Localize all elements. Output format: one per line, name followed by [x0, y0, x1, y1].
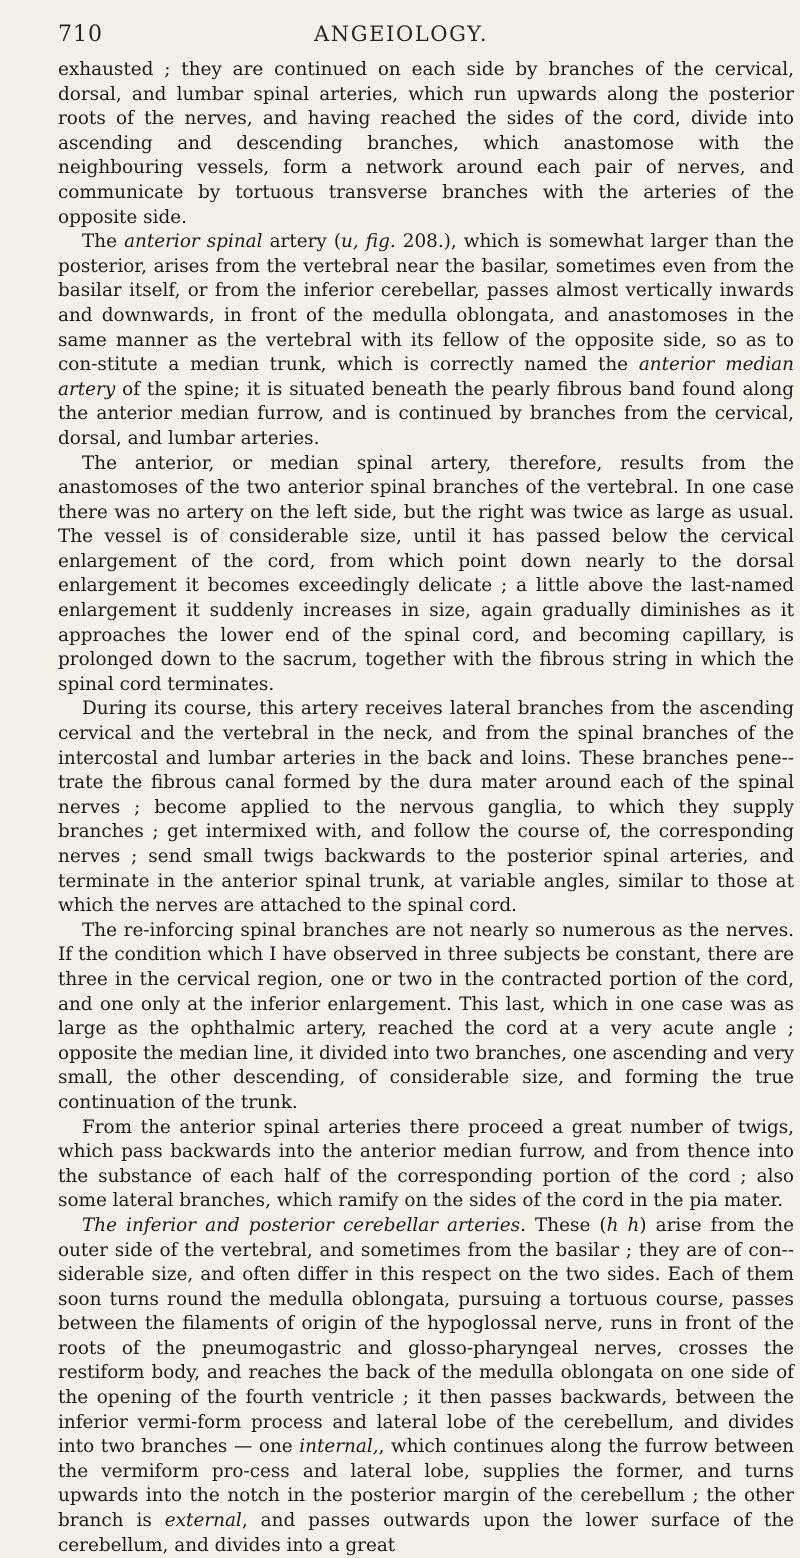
- italic-text: internal,: [299, 1436, 379, 1458]
- paragraph-text: The re-inforcing spinal branches are not nearly so numerous as the nerves. If the condition which I have observed in three subjects be constant, there are three in the cervical region, one or two in the contracted portion of the cord, and one only at the inferior enlargement. This last, which in one case was as large as the ophthalmic artery, reached the cord at a very acute angle ; opposite the median line, it divided into two branches, one ascending and very small, the other descending, of considerable size, and forming the true continuation of the trunk.: [58, 919, 794, 1113]
- italic-text: anterior median artery: [58, 354, 794, 400]
- paragraph-text: During its course, this artery receives lateral branches from the ascending cervical and the vertebral in the neck, and from the spinal branches of the intercostal and lumbar arteries in the back and loins. These branches pene-trate the fibrous canal formed by the dura mater around each of the spinal nerves ; become applied to the nervous ganglia, to which they supply branches ; get intermixed with, and follow the course of, the corresponding nerves ; send small twigs backwards to the posterior spinal arteries, and terminate in the anterior spinal trunk, at variable angles, similar to those at which the nerves are attached to the spinal cord.: [58, 698, 794, 917]
- italic-text: u, fig.: [341, 231, 396, 253]
- italic-text: h h: [606, 1214, 640, 1236]
- paragraph: [58, 1214, 794, 1558]
- paragraph: [58, 919, 794, 1116]
- paragraph-text: 208.), which is somewhat larger than the posterior, arises from the vertebral near the basilar, sometimes even from the basilar itself, or from the inferior cerebellar, passes almost vertically inwards and downwards, in front of the medulla oblongata, and anastomoses in the same manner as the vertebral with its fellow of the opposite side, so as to con-stitute a median trunk, which is correctly named the: [58, 231, 795, 376]
- italic-text: The inferior and posterior cerebellar arteries.: [82, 1214, 526, 1236]
- paragraph-text: The anterior, or median spinal artery, therefore, results from the anastomoses of the two anterior spinal branches of the vertebral. In one case there was no artery on the left side, but the right was twice as large as usual. The vessel is of considerable size, until it has passed below the cervical enlargement of the cord, from which point down nearly to the dorsal enlargement it becomes exceedingly delicate ; a little above the last-named enlargement it suddenly increases in size, again gradually diminishes as it approaches the lower end of the spinal cord, and becoming capillary, is prolonged down to the sacrum, together with the fibrous string in which the spinal cord terminates.: [58, 452, 794, 695]
- paragraph-text: exhausted ; they are continued on each side by branches of the cervical, dorsal, and lumbar spinal arteries, which run upwards along the posterior roots of the nerves, and having reached the sides of the cord, divide into ascending and descending branches, which anastomose with the neighbouring vessels, form a network around each pair of nerves, and communicate by tortuous transverse branches with the arteries of the opposite side.: [58, 59, 794, 228]
- paragraph-text: ) arise from the outer side of the vertebral, and sometimes from the basilar ; they are of con-siderable size, and often differ in this respect on the two sides. Each of them soon turns round the medulla oblongata, pursuing a tortuous course, passes between the filaments of origin of the hypoglossal nerve, runs in front of the roots of the pneumogastric and glosso-pharyngeal nerves, crosses the restiform body, and reaches the back of the medulla oblongata on one side of the opening of the fourth ventricle ; it then passes backwards, between the inferior vermi-form process and lateral lobe of the cerebellum, and divides into two branches — one: [58, 1214, 794, 1458]
- paragraph-text: of the spine; it is situated beneath the pearly fibrous band found along the anterior median furrow, and is continued by branches from the cervical, dorsal, and lumbar arteries.: [58, 378, 794, 449]
- paragraph: [58, 452, 794, 698]
- paragraph-text: From the anterior spinal arteries there proceed a great number of twigs, which pass backwards into the anterior median furrow, and from thence into the substance of each half of the corresponding portion of the cord ; also some lateral branches, which ramify on the sides of the cord in the pia mater.: [58, 1116, 794, 1212]
- page-number: 710: [58, 22, 103, 47]
- paragraph-text: artery (: [262, 231, 342, 253]
- body-text: [58, 58, 794, 1558]
- running-header: [58, 22, 794, 56]
- paragraph-text: , and passes outwards upon the lower surface of the cerebellum, and divides into a great: [58, 1510, 794, 1556]
- paragraph-text: The: [82, 231, 125, 253]
- italic-text: anterior spinal: [124, 231, 263, 253]
- paragraph: [58, 230, 794, 451]
- italic-text: external: [164, 1510, 242, 1532]
- paragraph-text: These (: [525, 1214, 607, 1236]
- paragraph: [58, 697, 794, 918]
- running-title: ANGEIOLOGY.: [314, 22, 489, 46]
- paragraph: [58, 58, 794, 230]
- paragraph-text: , which continues along the furrow between the vermiform pro-cess and lateral lobe, supplies the former, and turns upwards into the notch in the posterior margin of the cerebellum ; the other branch is: [58, 1436, 794, 1532]
- book-page: [58, 22, 794, 1558]
- paragraph: [58, 1116, 794, 1214]
